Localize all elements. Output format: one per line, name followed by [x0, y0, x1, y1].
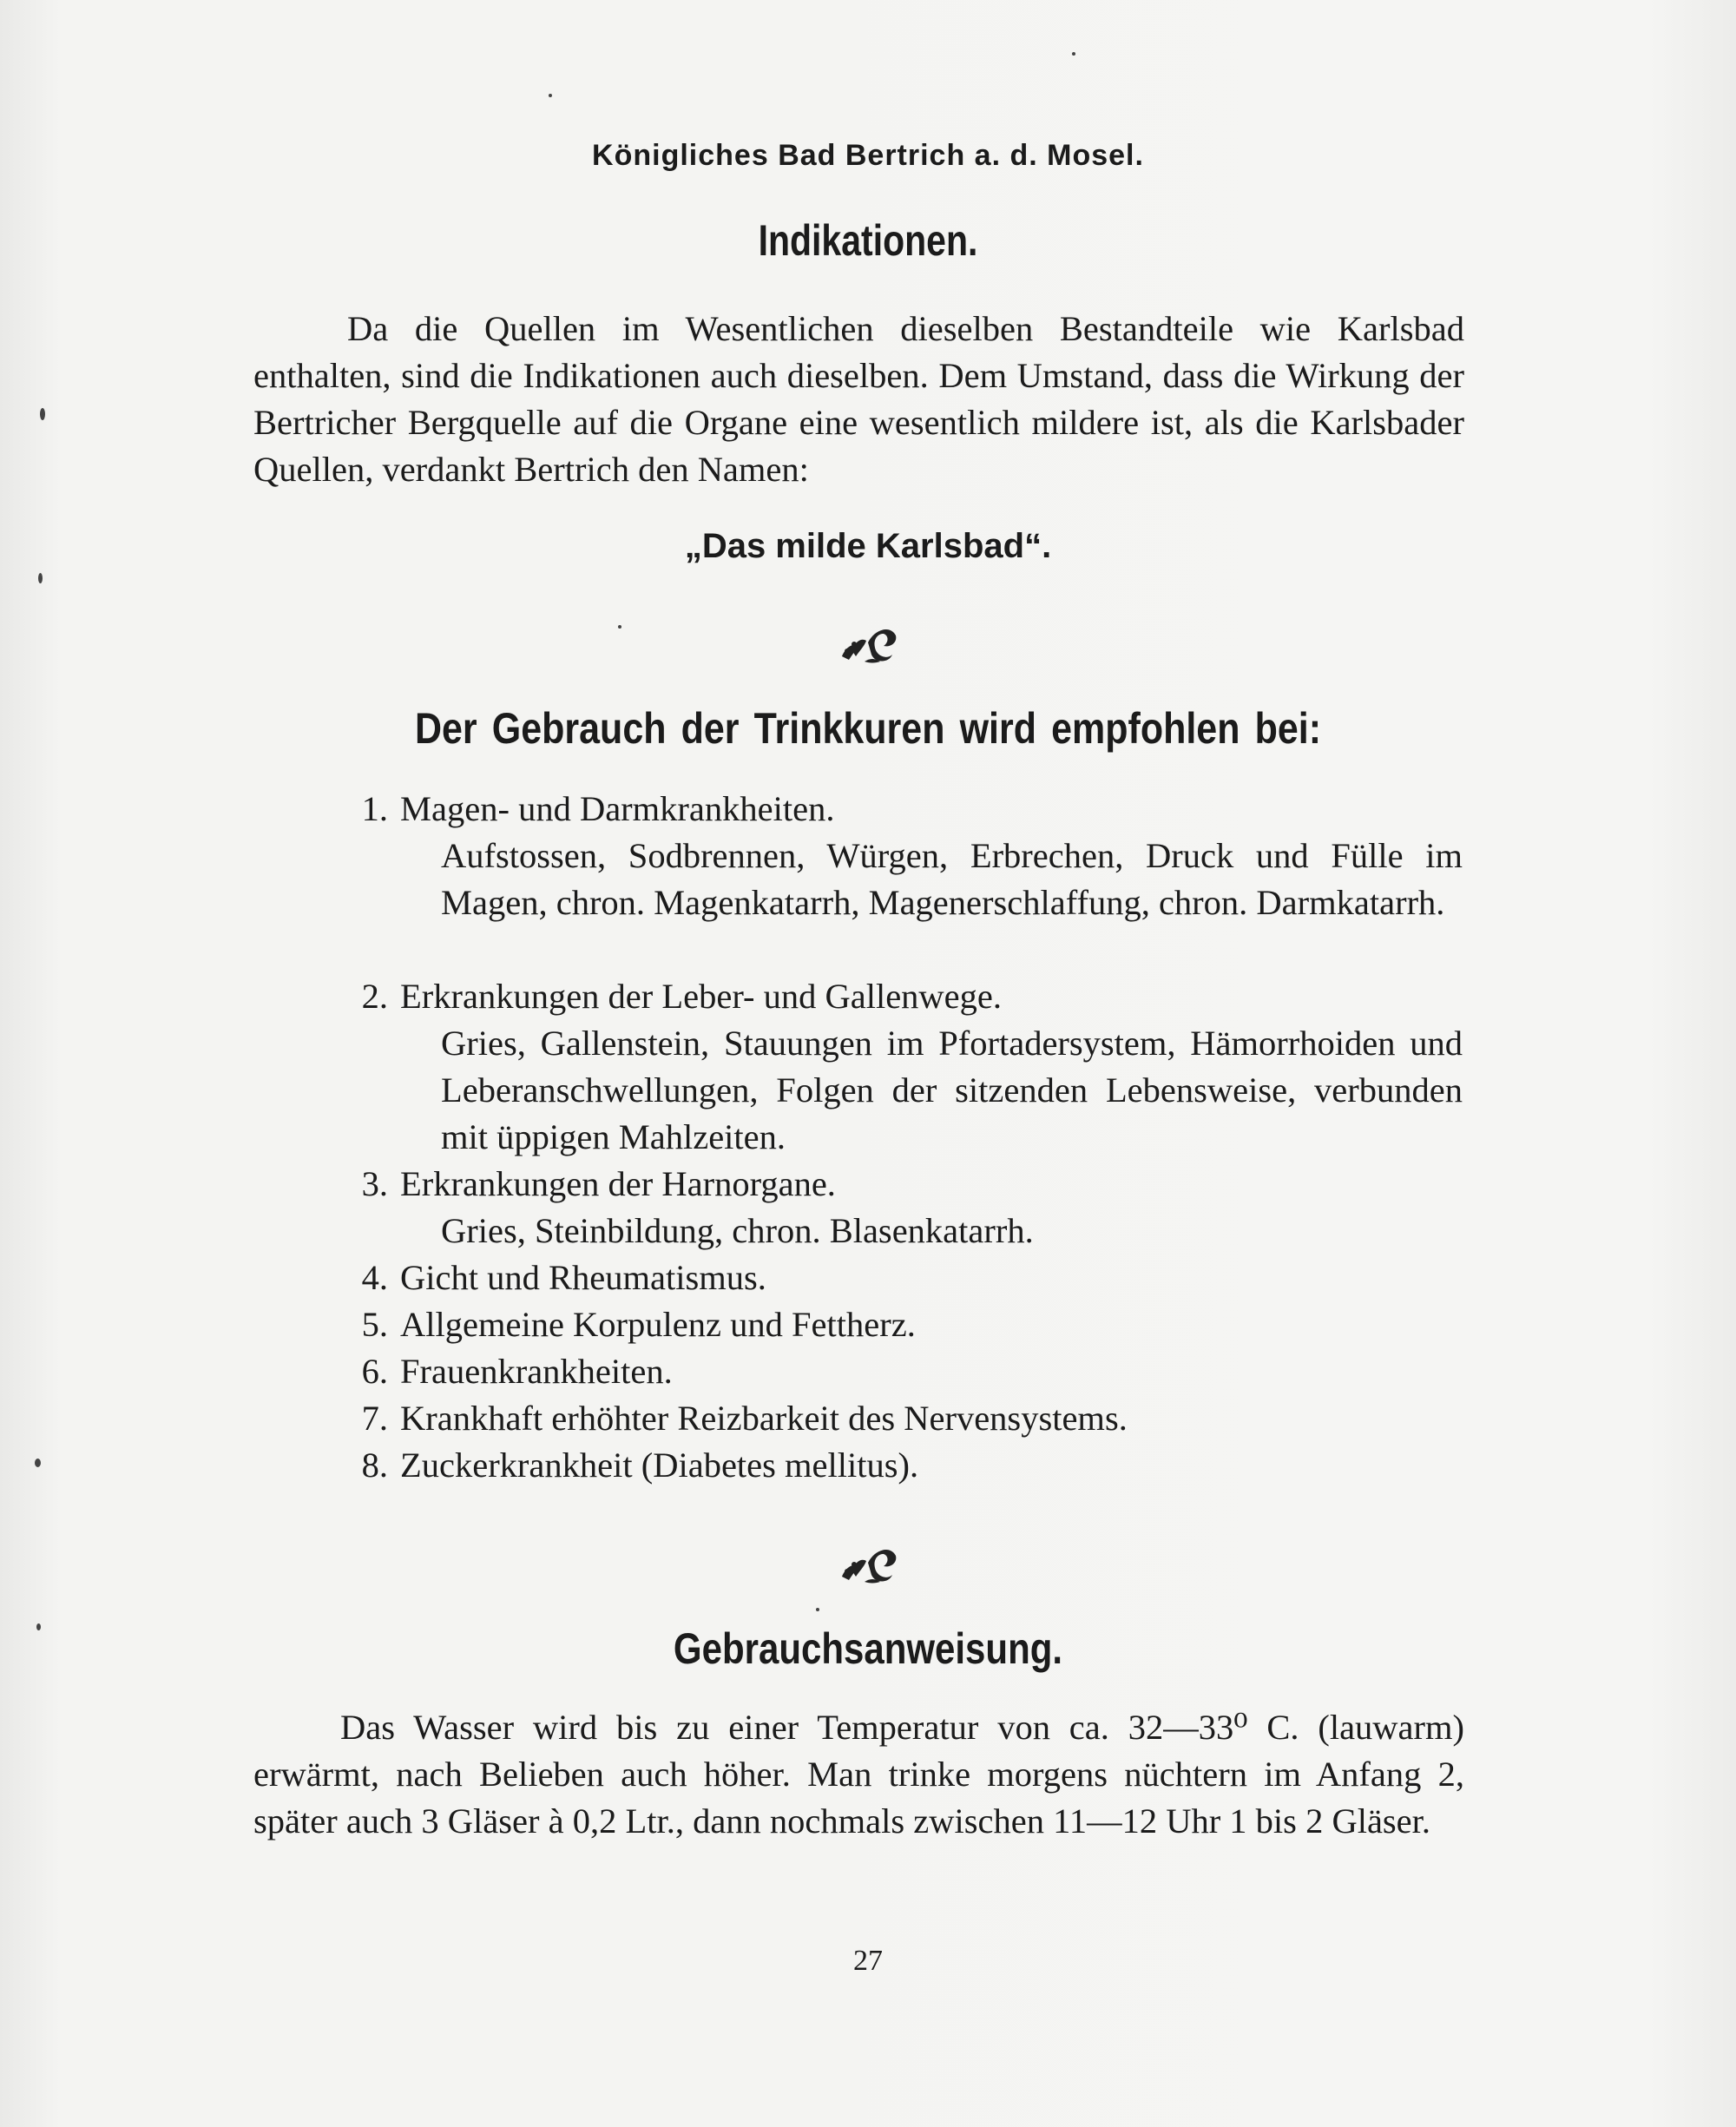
item-title: Magen- und Darmkrankheiten. — [400, 789, 835, 828]
item-description: Gries, Gallenstein, Stauungen im Pfortadersystem, Hämorrhoiden und Leberanschwellungen, Folgen der sitzenden Lebensweise, verbunden mit üppigen Mahlzeiten. — [441, 1024, 1463, 1156]
item-description: Gries, Steinbildung, chron. Blasenkatarrh. — [441, 1211, 1034, 1250]
slogan: „Das milde Karlsbad“. — [684, 527, 1052, 565]
item-title: Erkrankungen der Harnorgane. — [400, 1164, 836, 1203]
scan-speck — [618, 625, 621, 629]
item-number: 2. — [361, 977, 388, 1016]
list-item — [343, 973, 1002, 1020]
scan-speck — [549, 94, 552, 97]
item-description: Aufstossen, Sodbrennen, Würgen, Erbrechen, Druck und Fülle im Magen, chron. Magenkatarrh, Magenerschlaffung, chron. Darmkatarrh. — [441, 836, 1463, 922]
list-item — [343, 1348, 673, 1395]
item-title: Gicht und Rheumatismus. — [400, 1258, 766, 1297]
fleuron-icon — [833, 1537, 903, 1589]
item-number: 1. — [361, 789, 388, 828]
list-item — [343, 1254, 766, 1301]
indikationen-paragraph: Da die Quellen im Wesentlichen dieselben Bestandteile wie Karlsbad enthalten, sind die Indikationen auch dieselben. Dem Umstand, dass die Wirkung der Bertricher Bergquelle auf die Organe eine wesentlich mildere ist, als die Karlsbader Quellen, verdankt Bertrich den Namen: — [253, 309, 1464, 489]
scan-speck — [38, 573, 43, 583]
fleuron-icon — [833, 616, 903, 668]
section-title-gebrauchsanweisung: Gebrauchsanweisung. — [673, 1624, 1063, 1673]
item-title: Krankhaft erhöhter Reizbarkeit des Nervensystems. — [400, 1399, 1128, 1438]
list-item — [343, 1395, 1128, 1442]
item-number: 5. — [361, 1305, 388, 1344]
list-item — [343, 1442, 918, 1489]
item-number: 4. — [361, 1258, 388, 1297]
anweisung-paragraph: Das Wasser wird bis zu einer Temperatur von ca. 32—33⁰ C. (lauwarm) erwärmt, nach Belieben auch höher. Man trinke morgens nüchtern im Anfang 2, später auch 3 Gläser à 0,2 Ltr., dann nochmals zwischen 11—12 Uhr 1 bis 2 Gläser. — [253, 1708, 1464, 1841]
item-number: 7. — [361, 1399, 388, 1438]
running-header: Königliches Bad Bertrich a. d. Mosel. — [592, 139, 1144, 172]
item-title: Frauenkrankheiten. — [400, 1352, 673, 1391]
scan-speck — [35, 1459, 41, 1467]
item-title: Allgemeine Korpulenz und Fettherz. — [400, 1305, 916, 1344]
list-item — [343, 1161, 836, 1208]
item-number: 3. — [361, 1164, 388, 1203]
scan-speck — [40, 408, 45, 420]
section-title-trinkkuren: Der Gebrauch der Trinkkuren wird empfohlen bei: — [414, 704, 1322, 753]
list-item — [343, 786, 834, 833]
item-number: 6. — [361, 1352, 388, 1391]
page-number: 27 — [853, 1945, 883, 1977]
scan-speck — [36, 1623, 41, 1630]
scan-speck — [816, 1608, 819, 1611]
scan-speck — [1072, 52, 1075, 56]
item-title: Zuckerkrankheit (Diabetes mellitus). — [400, 1445, 919, 1485]
section-title-indikationen: Indikationen. — [758, 216, 978, 265]
list-item — [343, 1301, 916, 1348]
item-title: Erkrankungen der Leber- und Gallenwege. — [400, 977, 1003, 1016]
item-number: 8. — [361, 1445, 388, 1485]
